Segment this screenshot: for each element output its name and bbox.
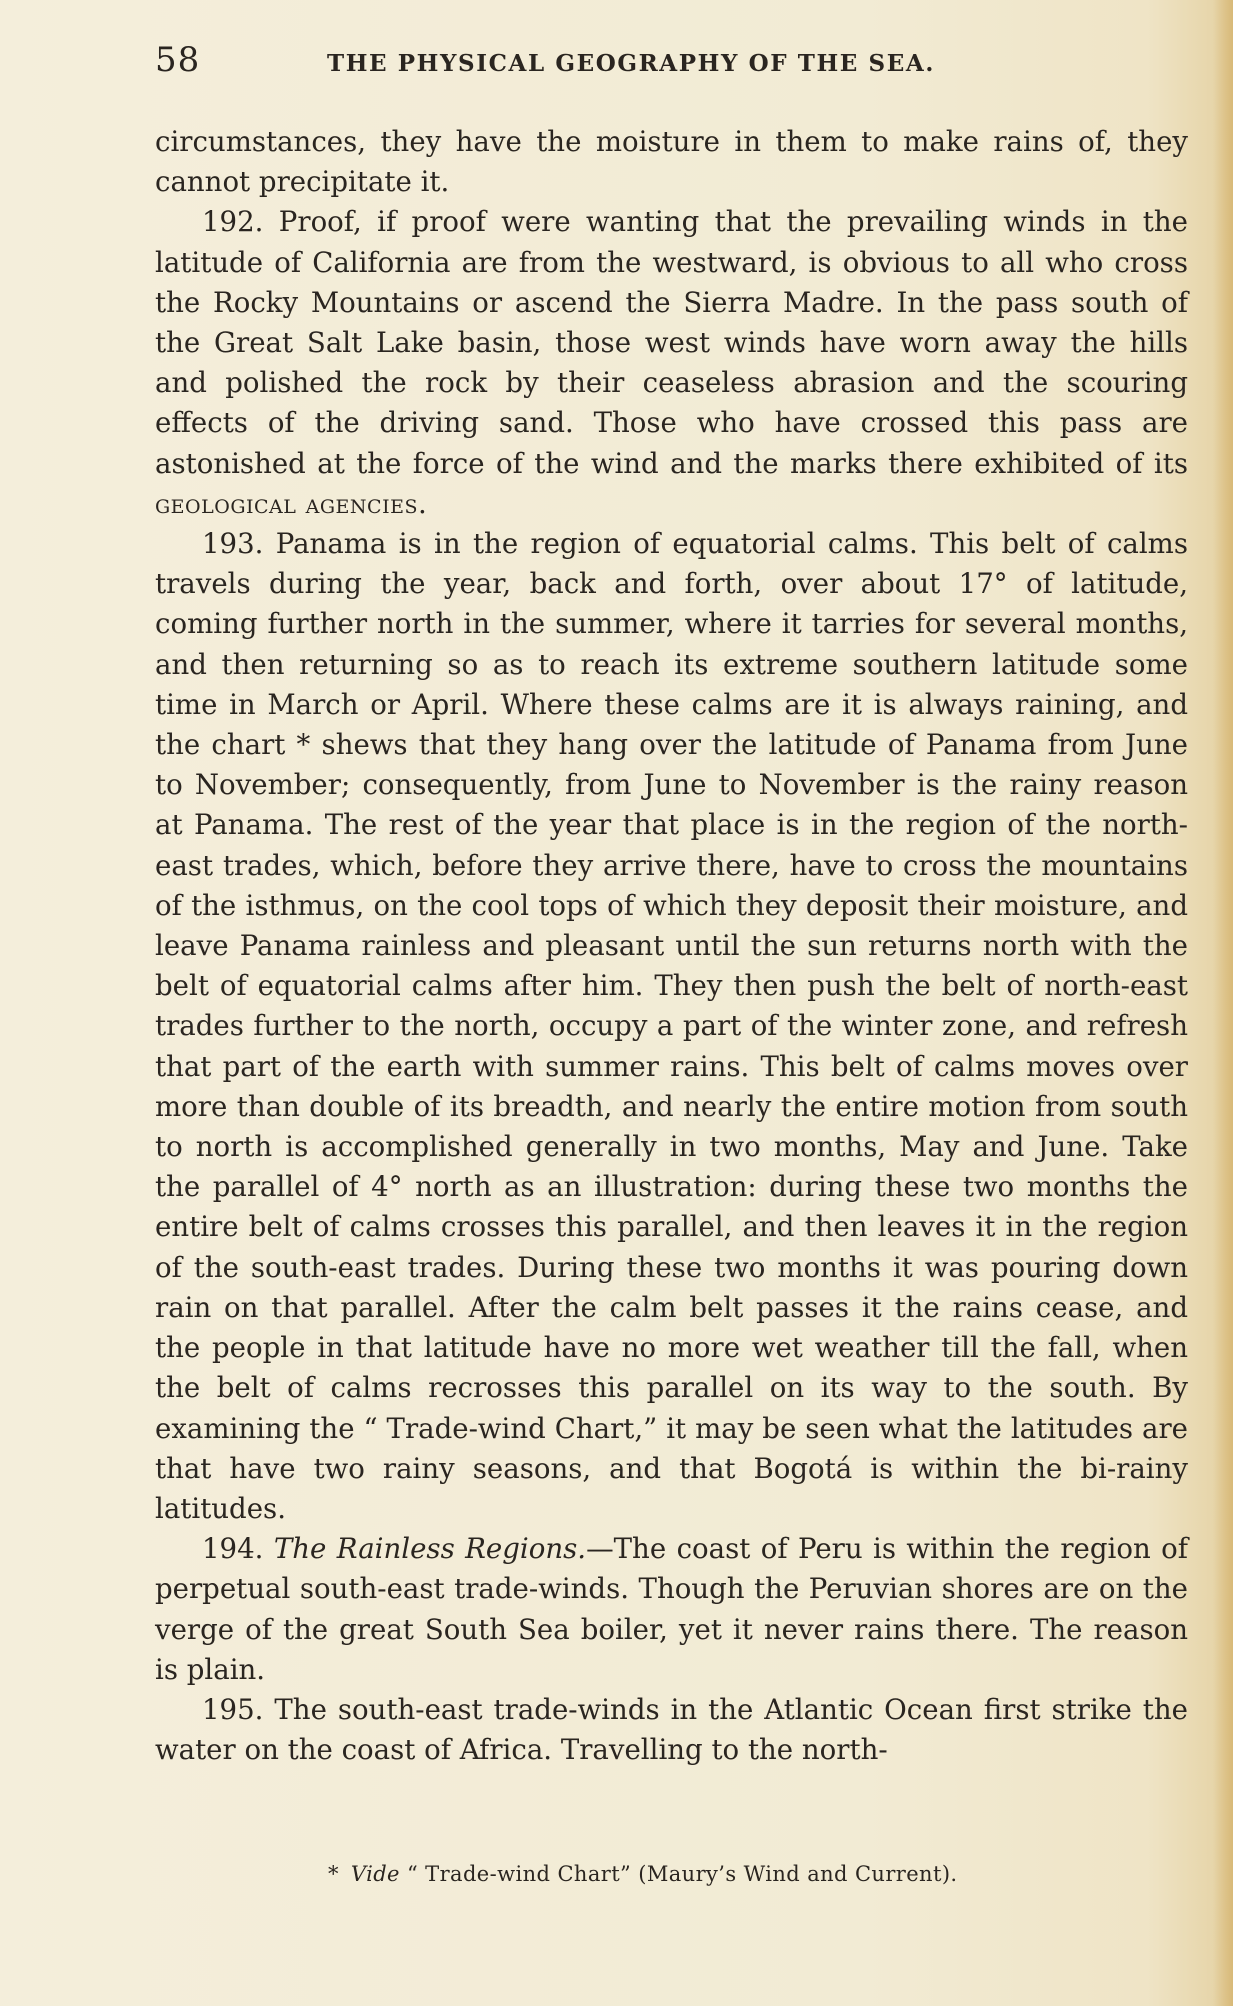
page-number: 58 [155, 40, 201, 80]
section-heading-italic: The Rainless Regions. [273, 1532, 587, 1566]
footnote-italic: Vide [350, 1862, 400, 1886]
running-title: THE PHYSICAL GEOGRAPHY OF THE SEA. [327, 50, 935, 77]
paragraph-text: circumstances, they have the moisture in them to make rains of, they cannot precipitate it. [155, 125, 1188, 199]
paragraph-192 [155, 202, 1188, 524]
smallcaps-phrase: geological agencies. [155, 486, 428, 520]
paragraph-text: 195. The south-east trade-winds in the Atlantic Ocean first strike the water on the coast of Africa. Travelling to the north- [155, 1692, 1188, 1767]
footnote-text: “ Trade-wind Chart” (Maury’s Wind and Current). [406, 1862, 958, 1886]
page-header [155, 40, 1195, 90]
paragraph-continued [155, 122, 1188, 202]
page-spine-shadow [1213, 0, 1233, 2006]
paragraph-number: 194. [202, 1532, 264, 1566]
paragraph-text: 193. Panama is in the region of equatorial calms. This belt of calms travels during the year, back and forth, over about 17° of latitude, coming further north in the summer, where it tarries for several months, and then returning so as to reach its extreme southern latitude some time in March or April. Where these calms are it is always raining, and the chart * shews that they hang over the latitude of Panama from June to November; consequently, from June to November is the rainy reason at Panama. The rest of the year that place is in the region of the north-east trades, which, before they arrive there, have to cross the mountains of the isthmus, on the cool tops of which they deposit their moisture, and leave Panama rainless and pleasant until the sun returns north with the belt of equatorial calms after him. They then push the belt of north-east trades further to the north, occupy a part of the winter zone, and refresh that part of the earth with summer rains. This belt of calms moves over more than double of its breadth, and nearly the entire motion from south to north is accomplished generally in two months, May and June. Take the parallel of 4° north as an illustration: during these two months the entire belt of calms crosses this parallel, and then leaves it in the region of the south-east trades. During these two months it was pouring down rain on that parallel. After the calm belt passes it the rains cease, and the people in that latitude have no more wet weather till the fall, when the belt of calms recrosses this parallel on its way to the south. By examining the “ Trade-wind Chart,” it may be seen what the latitudes are that have two rainy seasons, and that Bogotá is within the bi-rainy latitudes. [155, 527, 1188, 1525]
paragraph-195 [155, 1690, 1188, 1770]
footnote [328, 1862, 958, 1886]
paragraph-text: 192. Proof, if proof were wanting that the prevailing winds in the latitude of California are from the westward, is obvious to all who cross the Rocky Mountains or ascend the Sierra Madre. In the pass south of the Great Salt Lake basin, those west winds have worn away the hills and polished the rock by their ceaseless abrasion and the scouring effects of the driving sand. Those who have crossed this pass are astonished at the force of the wind and the marks there exhibited of its [155, 205, 1188, 480]
body-text [155, 122, 1188, 1770]
paragraph-text: —The coast of Peru is within the region of perpetual south-east trade-winds. Though the Peruvian shores are on the verge of the great South Sea boiler, yet it never rains there. The reason is plain. [155, 1532, 1188, 1686]
paragraph-193 [155, 524, 1188, 1529]
footnote-marker: * [328, 1862, 339, 1886]
paragraph-194 [155, 1529, 1188, 1690]
